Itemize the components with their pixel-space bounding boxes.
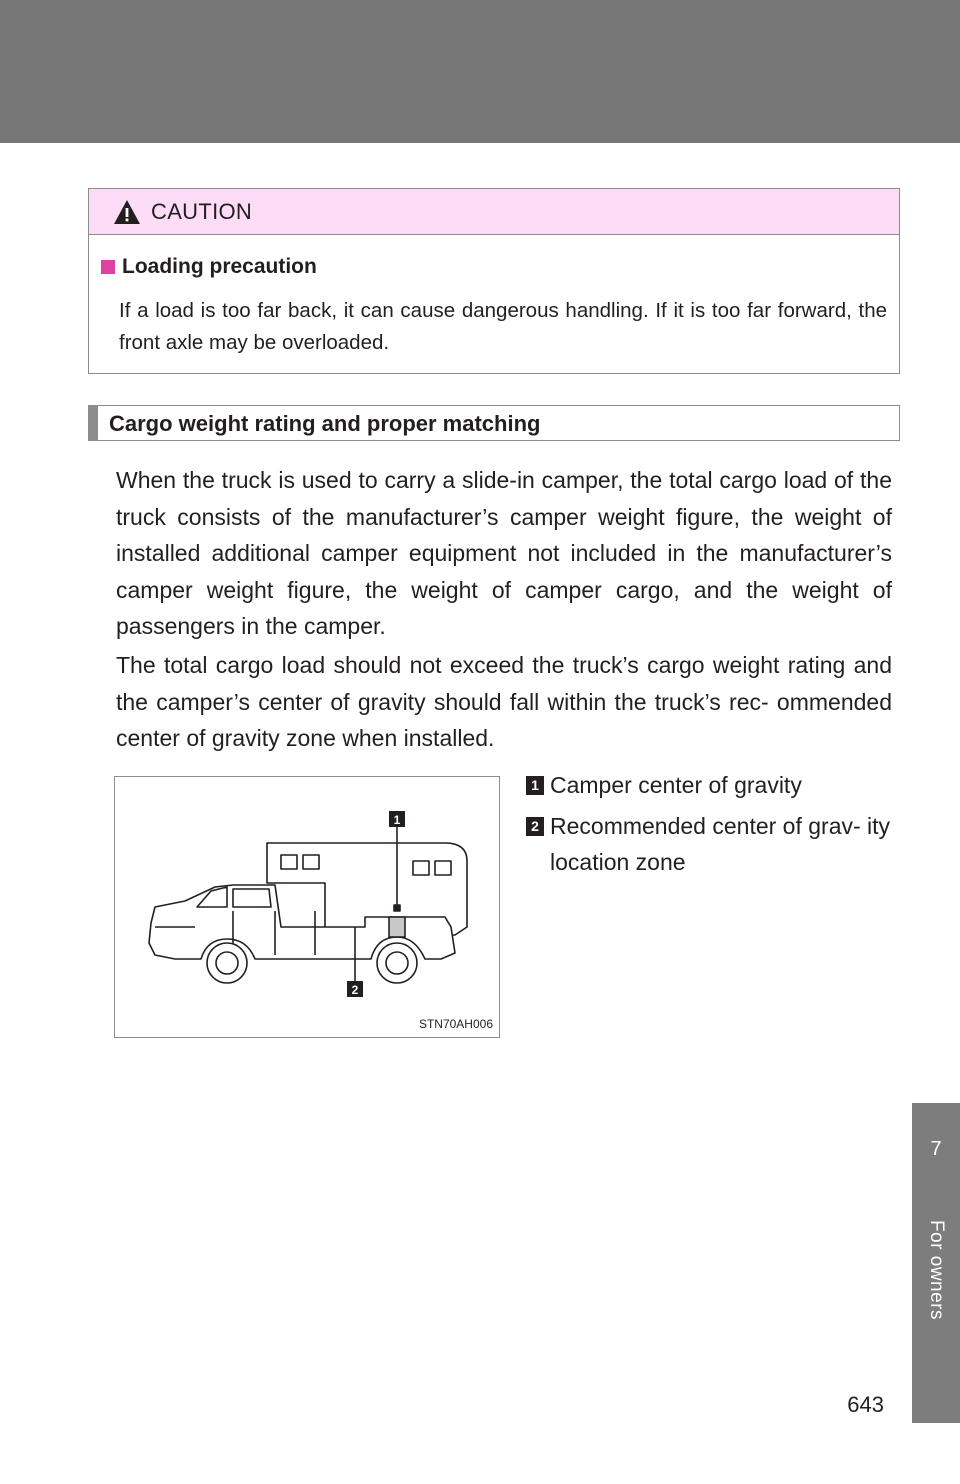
callout-2 [347,981,363,997]
chapter-number: 7 [930,1138,942,1160]
camper-truck-illustration [115,777,499,1037]
section-heading-bar [89,406,98,440]
figure-legend-item [526,808,906,880]
caution-text: If a load is too far back, it can cause dangerous handling. If it is too far forward, the front axle may be overloaded. [119,299,887,354]
warning-icon [113,199,141,225]
caution-title: CAUTION [151,199,253,224]
svg-text:1: 1 [393,813,401,827]
body-paragraph: The total cargo load should not exceed the truck’s cargo weight rating and the camper’s center of gravity should fall within the truck’s rec- ommended center of gravity zone when installed. [116,652,892,751]
page-number: 643 [847,1392,884,1417]
caution-subheading-text: Loading precaution [122,255,317,278]
figure-legend-item [526,767,906,803]
square-bullet-icon [101,260,115,274]
section-heading [88,405,900,441]
section-heading-label: Cargo weight rating and proper matching [109,411,541,436]
camper-truck-figure [114,776,500,1038]
caution-header [89,189,899,235]
legend-label: Recommended center of grav- ity location zone [550,813,891,875]
legend-label: Camper center of gravity [550,772,802,798]
page-header-band [0,0,960,143]
rear-wheel [377,943,417,983]
cog-marker [394,905,400,911]
caution-subheading [101,255,317,279]
front-wheel [207,943,247,983]
legend-number: 1 [526,776,544,795]
figure-code: STN70AH006 [418,1017,493,1031]
chapter-title: For owners [926,1219,947,1321]
legend-number: 2 [526,817,544,836]
svg-text:2: 2 [351,983,359,997]
callout-1 [389,811,405,827]
cog-zone [389,917,405,937]
body-paragraph: When the truck is used to carry a slide-in camper, the total cargo load of the truck consists of the manufacturer’s camper weight figure, the weight of installed additional camper equipment not included in the manufacturer’s camper weight figure, the weight of camper cargo, and the weight of passengers in the camper. [116,467,892,639]
caution-box [88,188,900,374]
